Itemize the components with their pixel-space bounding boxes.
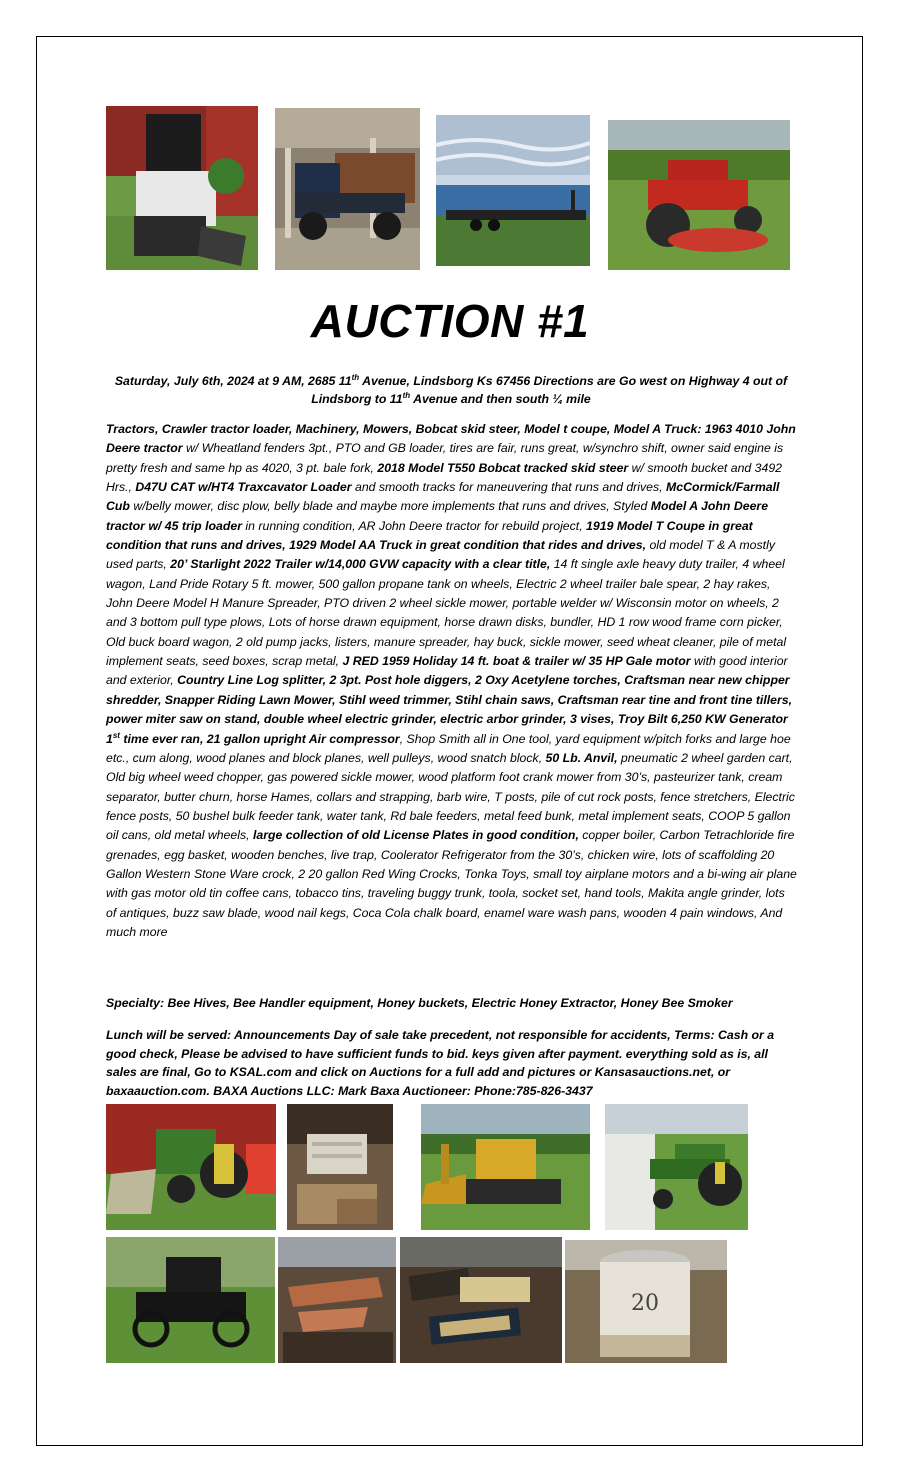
model-aa-truck-photo (275, 108, 420, 270)
specialty-items: Specialty: Bee Hives, Bee Handler equipment, Honey buckets, Electric Honey Extractor, Honey Bee Smoker (106, 996, 733, 1010)
item-list-paragraph: Tractors, Crawler tractor loader, Machinery, Mowers, Bobcat skid steer, Model t coupe, Model A Truck: 1963 4010 John Deere tractor w/ Wheatland fenders 3pt., PTO and GB loader, tires are fair, runs great, w/synchro shift, owner said engine is pretty fresh and same hp as 4020, 3 pt. bale fork, 2018 Model T550 Bobcat tracked skid steer w/ smooth bucket and 3492 Hrs., D47U CAT w/HT4 Traxcavator Loader and smooth tracks for maneuvering that runs and drives, McCormick/Farmall Cub w/belly mower, disc plow, belly blade and maybe more implements that runs and drives, Styled Model A John Deere tractor w/ 45 trip loader in running condition, AR John Deere tractor for rebuild project, 1919 Model T Coupe in great condition that runs and drives, 1929 Model AA Truck in great condition that rides and drives, old model T & A mostly used parts, 20’ Starlight 2022 Trailer w/14,000 GVW capacity with a clear title, 14 ft single axle heavy duty trailer, 4 wheel wagon, Land Pride Rotary 5 ft. mower, 500 gallon propane tank on wheels, Electric 2 wheel trailer bale spear, 2 hay rakes, John Deere Model H Manure Spreader, PTO driven 2 wheel sickle mower, portable welder w/ Wisconsin motor on wheels, 2 and 3 bottom pull type plows, Lots of horse drawn equipment, horse drawn disks, bundler, HD 1 row wood frame corn picker, Old buck board wagon, 2 old pump jacks, listers, manure spreader, hay buck, sickle mower, seed wheat cleaner, pile of metal implement seats, seed boxes, scrap metal, J RED 1959 Holiday 14 ft. boat & trailer w/ 35 HP Gale motor with good interior and exterior, Country Line Log splitter, 2 3pt. Post hole diggers, 2 Oxy Acetylene torches, Craftsman near new chipper shredder, Snapper Riding Lawn Mower, Stihl weed trimmer, Stihl chain saws, Craftsman rear tine and front tine tillers, power miter saw on stand, double wheel electric grinder, electric arbor grinder, 3 vises, Troy Bilt 6,250 KW Generator 1st time ever ran, 21 gallon upright Air compressor, Shop Smith all in One tool, yard equipment w/pitch forks and large hoe etc., cum along, wood planes and block planes, well pulleys, wood snatch block, 50 Lb. Anvil, pneumatic 2 wheel garden cart, Old big wheel weed chopper, gas powered sickle mower, wood platform foot crank mower from 30’s, pasteurizer tank, cream separator, butter churn, horse Hames, collars and strapping, barb wire, T posts, pile of cut rock posts, fence stretchers, Electric fence posts, 50 bushel bulk feeder tank, water tank, Rd bale feeders, metal feed bunk, metal implement seats, COOP 5 gallon oil cans, old metal wheels, large collection of old License Plates in good condition, copper boiler, Carbon Tetrachloride fire grenades, egg basket, wooden benches, live trap, Coolerator Refrigerator from the 30’s, chicken wire, lots of scaffolding 20 Gallon Western Stone Ware crock, 2 20 gallon Red Wing Crocks, Tonka Toys, small toy airplane motors and a bi-wing air plane with gas motor old tin coffee cans, tobacco tins, traveling buggy trunk, toola, socket set, hand tools, Makita angle grinder, lots of antiques, buzz saw blade, wood nail kegs, Coca Cola chalk board, enamel ware wash pans, wooden 4 pain windows, And much more (106, 422, 797, 939)
john-deere-loader-photo (106, 1104, 276, 1230)
farmall-cub-photo (608, 120, 790, 270)
parts-pile-photo (278, 1237, 396, 1363)
crock-label: 20 (631, 1291, 659, 1316)
auction-date-location: Saturday, July 6th, 2024 at 9 AM, 2685 11th Avenue, Lindsborg Ks 67456 Directions are Go west on Highway 4 out of Lindsborg to 11th Avenue and then south ¼ mile (114, 372, 788, 406)
bee-equipment-photo (287, 1104, 393, 1230)
crock-photo (565, 1240, 727, 1363)
page-title: AUCTION #1 (310, 295, 590, 347)
bobcat-skid-steer-photo (106, 106, 258, 270)
john-deere-a-photo (605, 1104, 748, 1230)
terms-and-contact: Lunch will be served: Announcements Day of sale take precedent, not responsible for accidents, Terms: Cash or a good check, Please be advised to have sufficient funds to bid. keys given after payment. everything sold as is, all sales are final, Go to KSAL.com and click on Auctions for a full add and pictures or Kansasauctions.net, or baxaauction.com. BAXA Auctions LLC: Mark Baxa Auctioneer: Phone:785-826-3437 (106, 1028, 775, 1098)
trailer-photo (436, 115, 590, 266)
model-t-coupe-photo (106, 1237, 275, 1363)
cat-crawler-loader-photo (421, 1104, 590, 1230)
license-plates-photo (400, 1237, 562, 1363)
